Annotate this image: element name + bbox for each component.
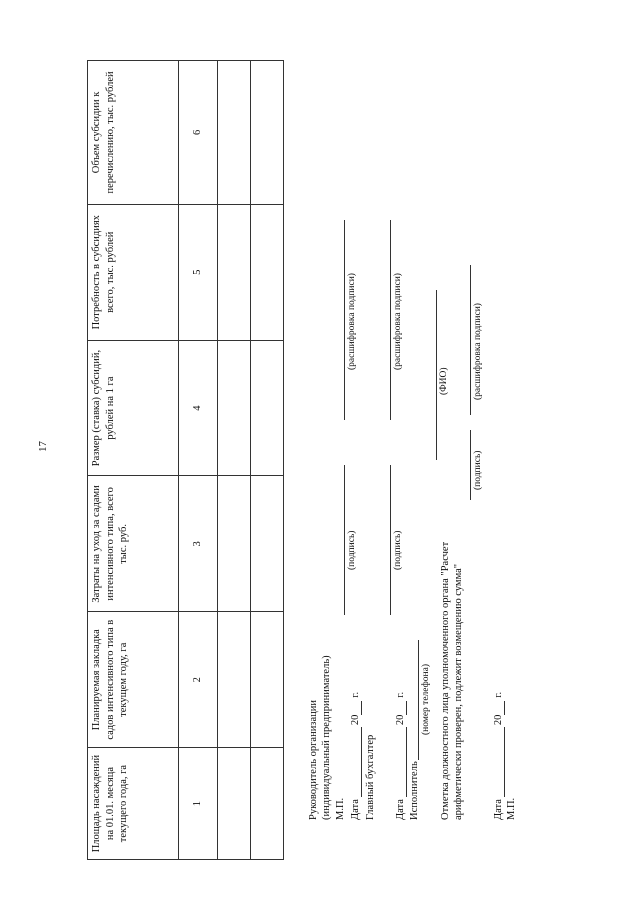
official-signature-line[interactable] [459,430,471,500]
head-sign-caption: (подпись) [347,530,357,570]
date-label: Дата [493,799,504,820]
year-suffix: г. [395,691,406,698]
table-cell [218,61,251,205]
header-area: Площадь насаждений на 01.01. месяца текущего года, га [88,748,179,860]
table-number-row [179,61,218,860]
date-line-3 [492,692,505,820]
date-label: Дата [350,799,361,820]
header-subsidy-volume: Объем субсидии к перечислению, тыс. рублей [88,61,179,205]
header-subsidy-need: Потребность в субсидиях всего, тыс. рублей [88,204,179,340]
fio-caption: (ФИО) [439,367,449,395]
table-cell [251,61,284,205]
column-number: 3 [179,476,218,612]
page-number: 17 [37,441,49,452]
phone-caption: (номер телефона) [421,664,431,735]
head-signature-line[interactable] [333,465,345,615]
date-line-1 [349,692,362,820]
head-title-2: (индивидуальный предприниматель) [321,655,332,820]
official-sign-caption: (подпись) [473,450,483,490]
table-cell [218,340,251,476]
head-decode-caption: (расшифровка подписи) [347,273,357,370]
date-blank[interactable] [395,727,407,797]
head-decode-line[interactable] [333,220,345,420]
table-cell [218,748,251,860]
table-row [251,61,284,860]
date-line-2 [394,692,407,820]
year-prefix: 20 [493,714,504,726]
column-number: 2 [179,612,218,748]
rotated-page-content [72,60,592,860]
head-title-1: Руководитель организации [308,700,319,820]
header-care-costs: Затраты на уход за садами интенсивного типа, всего тыс. руб. [88,476,179,612]
subsidy-table [87,60,284,860]
header-subsidy-rate: Размер (ставка) субсидий, рублей на 1 га [88,340,179,476]
date-blank[interactable] [350,727,362,797]
executor-phone-line[interactable] [407,640,419,760]
accountant-label: Главный бухгалтер [365,734,376,820]
mp-label-2: М.П. [506,797,517,820]
column-number: 1 [179,748,218,860]
table-header-row [88,61,179,860]
official-decode-caption: (расшифровка подписи) [473,303,483,400]
date-blank[interactable] [493,727,505,797]
accountant-sign-caption: (подпись) [393,530,403,570]
table-cell [251,476,284,612]
year-prefix: 20 [350,714,361,726]
accountant-decode-caption: (расшифровка подписи) [393,273,403,370]
table-cell [251,612,284,748]
year-blank[interactable] [350,701,362,715]
header-planned-planting: Планируемая закладка садов интенсивного типа в текущем году, га [88,612,179,748]
table-cell [218,476,251,612]
year-blank[interactable] [493,701,505,715]
mp-label: М.П. [335,797,346,820]
official-note-2: арифметически проверен, подлежит возмещению сумма" [453,563,464,820]
year-prefix: 20 [395,714,406,726]
executor-fio-line[interactable] [425,290,437,460]
year-suffix: г. [493,691,504,698]
column-number: 5 [179,204,218,340]
year-suffix: г. [350,691,361,698]
column-number: 4 [179,340,218,476]
table-cell [251,204,284,340]
accountant-signature-line[interactable] [379,465,391,615]
official-decode-line[interactable] [459,265,471,415]
table-cell [218,204,251,340]
table-cell [251,748,284,860]
table-row [218,61,251,860]
table-cell [218,612,251,748]
accountant-decode-line[interactable] [379,220,391,420]
table-cell [251,340,284,476]
official-note-1: Отметка должностного лица уполномоченного органа "Расчет [440,541,451,820]
executor-label: Исполнитель [409,761,420,820]
column-number: 6 [179,61,218,205]
date-label: Дата [395,799,406,820]
year-blank[interactable] [395,701,407,715]
